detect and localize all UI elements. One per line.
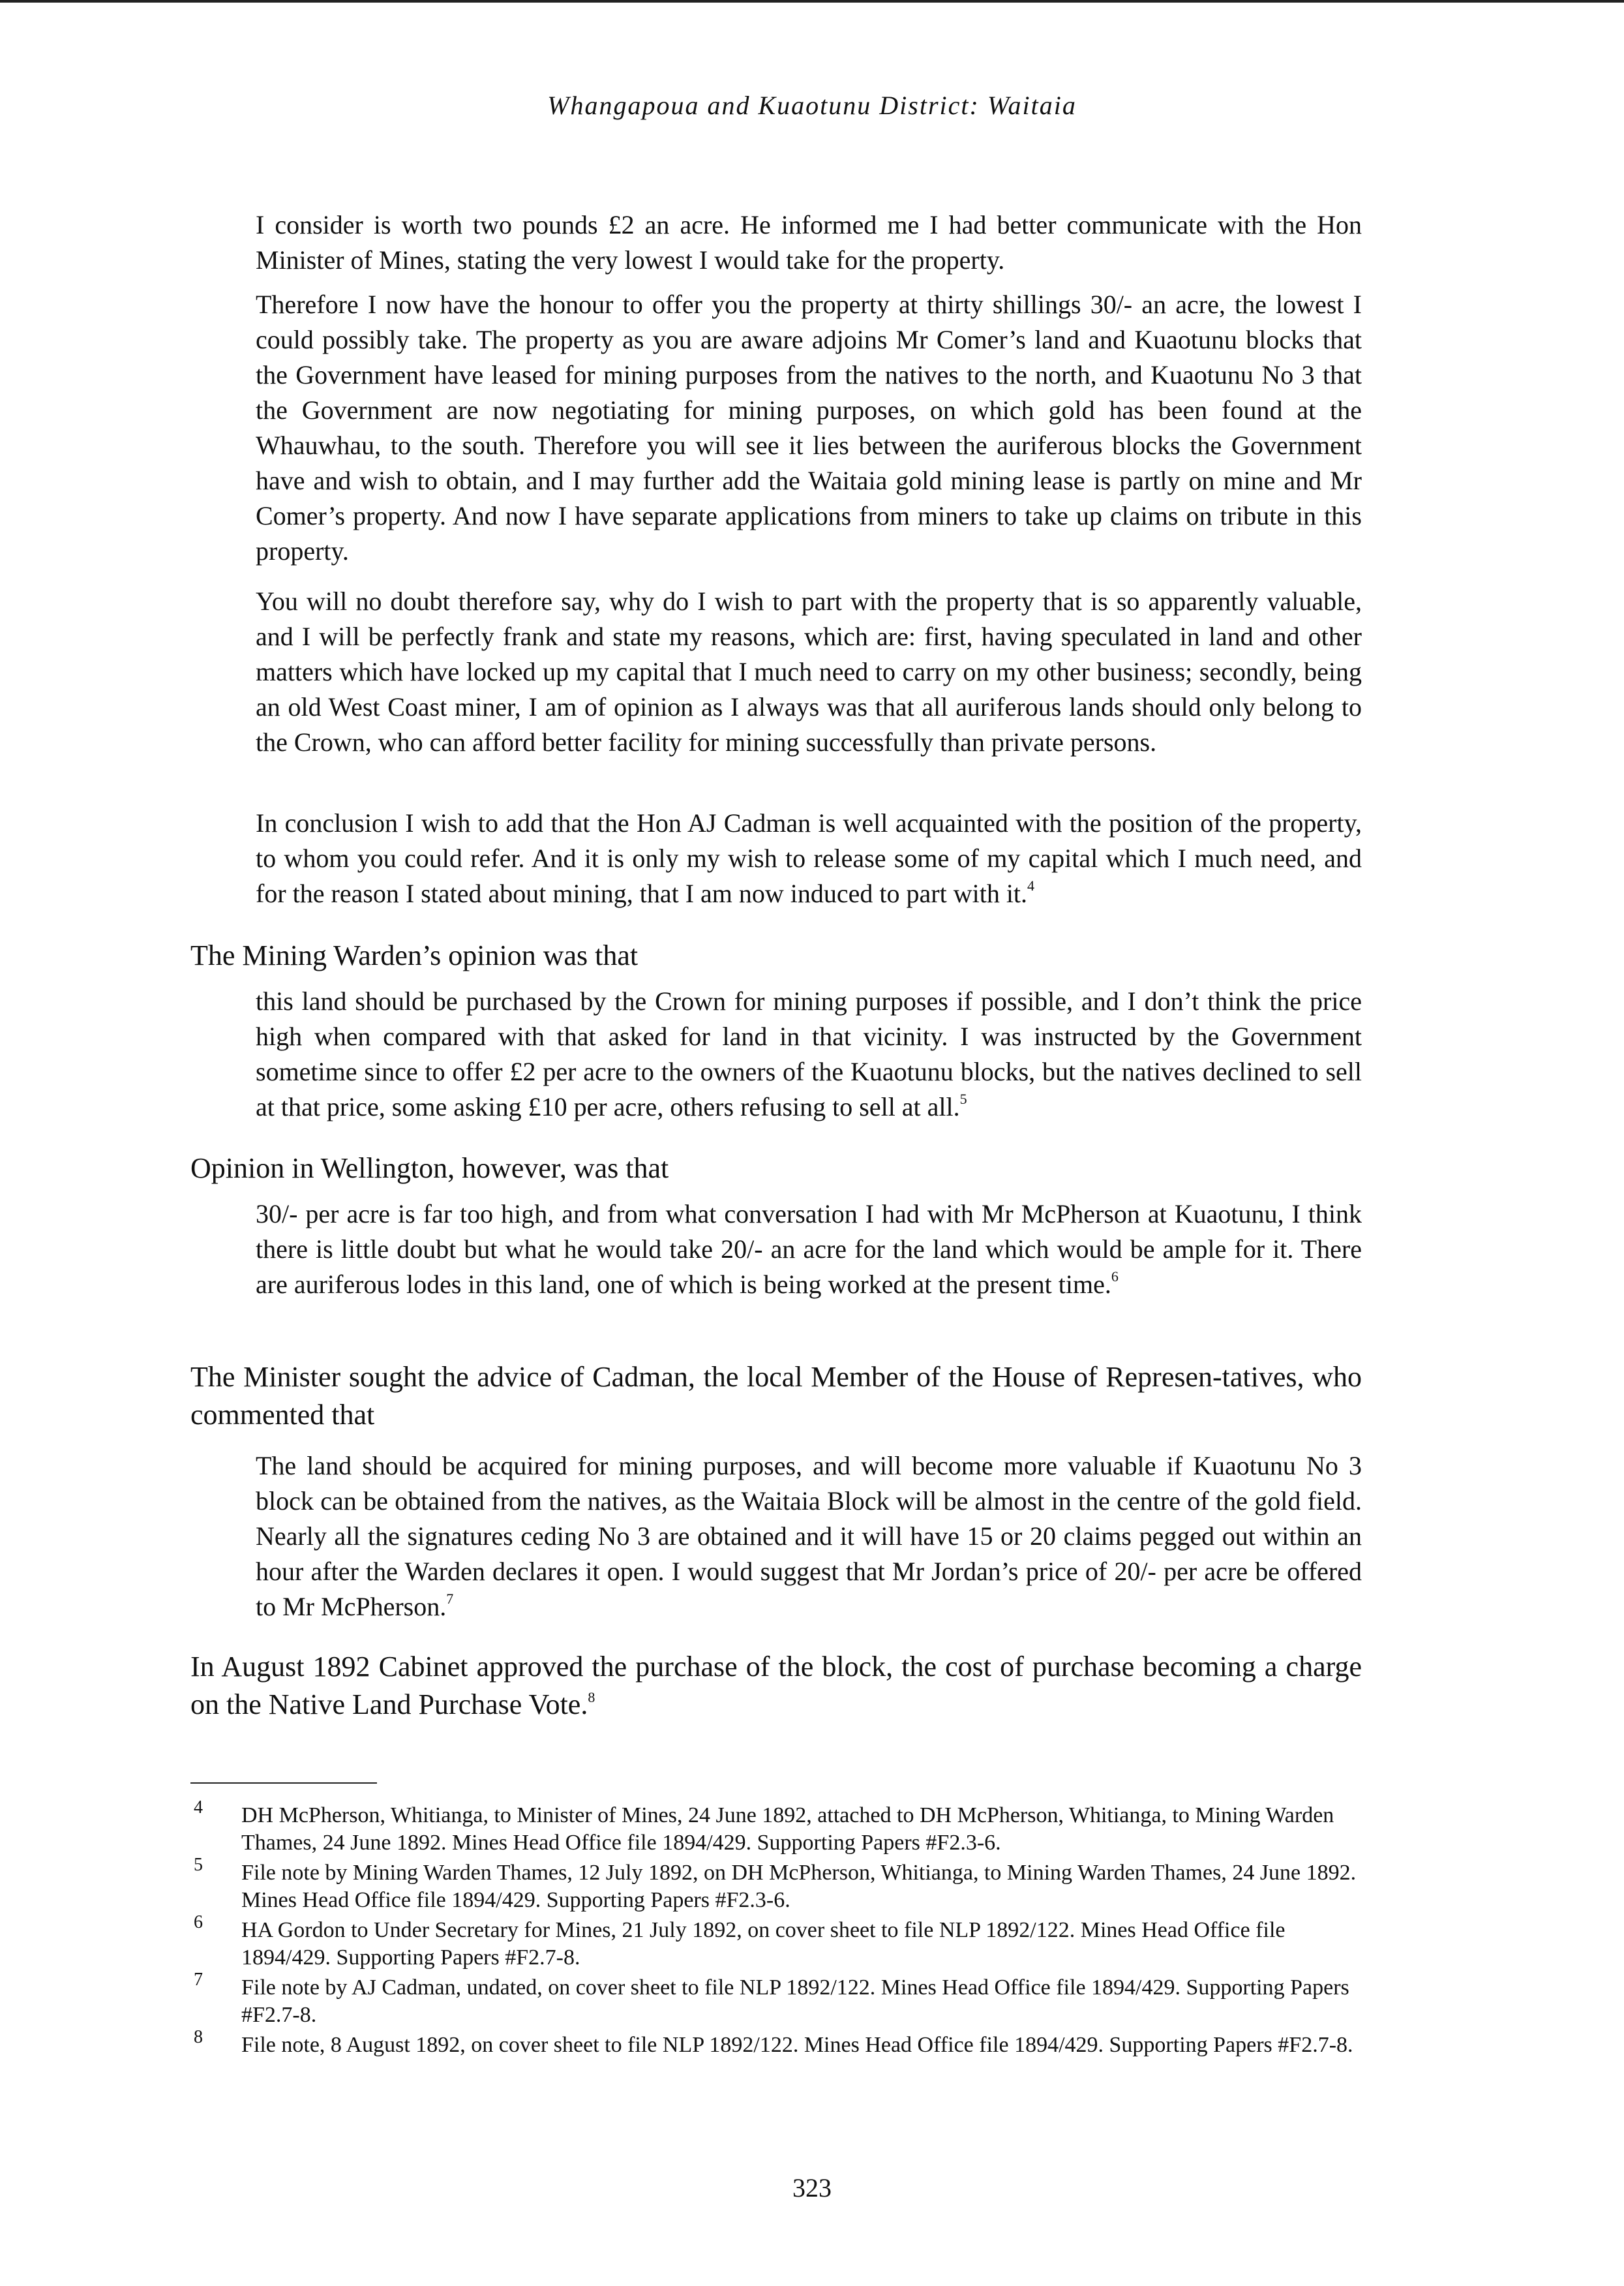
footnote-ref-8[interactable]: 8: [588, 1689, 595, 1705]
quote-cadman-text: The land should be acquired for mining purposes, and will become more valuable if Kuaotunu No 3 block can be obtained from the natives, as the Waitaia Block will be almost in the centre of the gold field. Nearly all the signatures ceding No 3 are obtained and it will have 15 or 20 claims pegged out within an hour after the Warden declares it open. I would suggest that Mr Jordan’s price of 20/- per acre be offered to Mr McPherson.: [256, 1451, 1362, 1621]
lead-paragraph-2: Opinion in Wellington, however, was that: [190, 1152, 669, 1184]
quote-paragraph-3: You will no doubt therefore say, why do I wish to part with the property that is so apparently valuable, and I will be perfectly frank and state my reasons, which are: first, having speculated in land and other matters which have locked up my capital that I much need to carry on my other business; secondly, being an old West Coast miner, I am of opinion as I always was that all auriferous lands should only belong to the Crown, who can afford better facility for mining successfully than private persons.: [256, 587, 1362, 757]
footnote-number: 8: [194, 2027, 203, 2047]
quote-paragraph-4-text: In conclusion I wish to add that the Hon AJ Cadman is well acquainted with the position of the property, to whom you could refer. And it is only my wish to release some of my capital which I much need, and for the reason I stated about mining, that I am now induced to part with it.: [256, 808, 1362, 908]
footnote-ref-5[interactable]: 5: [959, 1091, 967, 1107]
quote-paragraph-2: Therefore I now have the honour to offer you the property at thirty shillings 30/- an acre, the lowest I could possibly take. The property as you are aware adjoins Mr Comer’s land and Kuaotunu blocks that the Government have leased for mining purposes from the natives to the north, and Kuaotunu No 3 that the Government are now negotiating for mining purposes, on which gold has been found at the Whauwhau, to the south. Therefore you will see it lies between the auriferous blocks the Government have and wish to obtain, and I may further add the Waitaia gold mining lease is partly on mine and Mr Comer’s property. And now I have separate applications from miners to take up claims on tribute in this property.: [256, 290, 1362, 566]
quote-warden: [256, 984, 1362, 1125]
lead-paragraph-4-text: In August 1892 Cabinet approved the purchase of the block, the cost of purchase becoming a charge on the Native Land Purchase Vote.: [190, 1651, 1362, 1720]
footnote-5: [190, 1855, 1362, 1914]
footnote-4: [190, 1797, 1362, 1857]
quote-warden-text: this land should be purchased by the Crown for mining purposes if possible, and I don’t think the price high when compared with that asked for land in that vicinity. I was instructed by the Government sometime since to offer £2 per acre to the owners of the Kuaotunu blocks, but the natives declined to sell at that price, some asking £10 per acre, others refusing to sell at all.: [256, 986, 1362, 1121]
quote-wellington: [256, 1196, 1362, 1302]
footnote-text: File note by AJ Cadman, undated, on cover sheet to file NLP 1892/122. Mines Head Office file 1894/429. Supporting Papers #F2.7-8.: [241, 1975, 1349, 2027]
running-head: Whangapoua and Kuaotunu District: Waitaia: [547, 91, 1077, 120]
quote-cadman: [256, 1448, 1362, 1624]
lead-paragraph-1: The Mining Warden’s opinion was that: [190, 939, 639, 971]
footnote-rule: [190, 1782, 377, 1784]
quote-wellington-text: 30/- per acre is far too high, and from what conversation I had with Mr McPherson at Kuaotunu, I think there is little doubt but what he would take 20/- an acre for the land which would be ample for it. There are auriferous lodes in this land, one of which is being worked at the present time.: [256, 1199, 1362, 1299]
footnote-6: [190, 1912, 1362, 1972]
footnote-number: 7: [194, 1970, 203, 1990]
footnote-text: File note by Mining Warden Thames, 12 July 1892, on DH McPherson, Whitianga, to Mining Warden Thames, 24 June 1892. Mines Head Office file 1894/429. Supporting Papers #F2.3-6.: [241, 1861, 1357, 1912]
lead-paragraph-3: The Minister sought the advice of Cadman, the local Member of the House of Represen-tatives, who commented that: [190, 1361, 1362, 1431]
lead-paragraph-4: [190, 1648, 1362, 1724]
top-border: [0, 0, 1624, 3]
footnote-8: [190, 2027, 1362, 2059]
quote-paragraph-1: I consider is worth two pounds £2 an acre. He informed me I had better communicate with the Hon Minister of Mines, stating the very lowest I would take for the property.: [256, 210, 1362, 275]
footnote-ref-7[interactable]: 7: [446, 1591, 454, 1607]
footnote-ref-4[interactable]: 4: [1027, 877, 1035, 894]
quote-paragraph-4: [256, 806, 1362, 911]
footnote-number: 4: [194, 1797, 203, 1818]
footnote-number: 5: [194, 1855, 203, 1875]
footnote-ref-6[interactable]: 6: [1111, 1268, 1119, 1285]
footnote-text: HA Gordon to Under Secretary for Mines, 21 July 1892, on cover sheet to file NLP 1892/122. Mines Head Office file 1894/429. Supporting Papers #F2.7-8.: [241, 1918, 1286, 1970]
page-number: 323: [792, 2173, 832, 2202]
footnote-7: [190, 1970, 1362, 2029]
footnote-text: File note, 8 August 1892, on cover sheet to file NLP 1892/122. Mines Head Office file 1894/429. Supporting Papers #F2.7-8.: [241, 2033, 1353, 2057]
footnote-number: 6: [194, 1912, 203, 1932]
footnote-text: DH McPherson, Whitianga, to Minister of Mines, 24 June 1892, attached to DH McPherson, Whitianga, to Mining Warden Thames, 24 June 1892. Mines Head Office file 1894/429. Supporting Papers #F2.3-6.: [241, 1803, 1334, 1855]
